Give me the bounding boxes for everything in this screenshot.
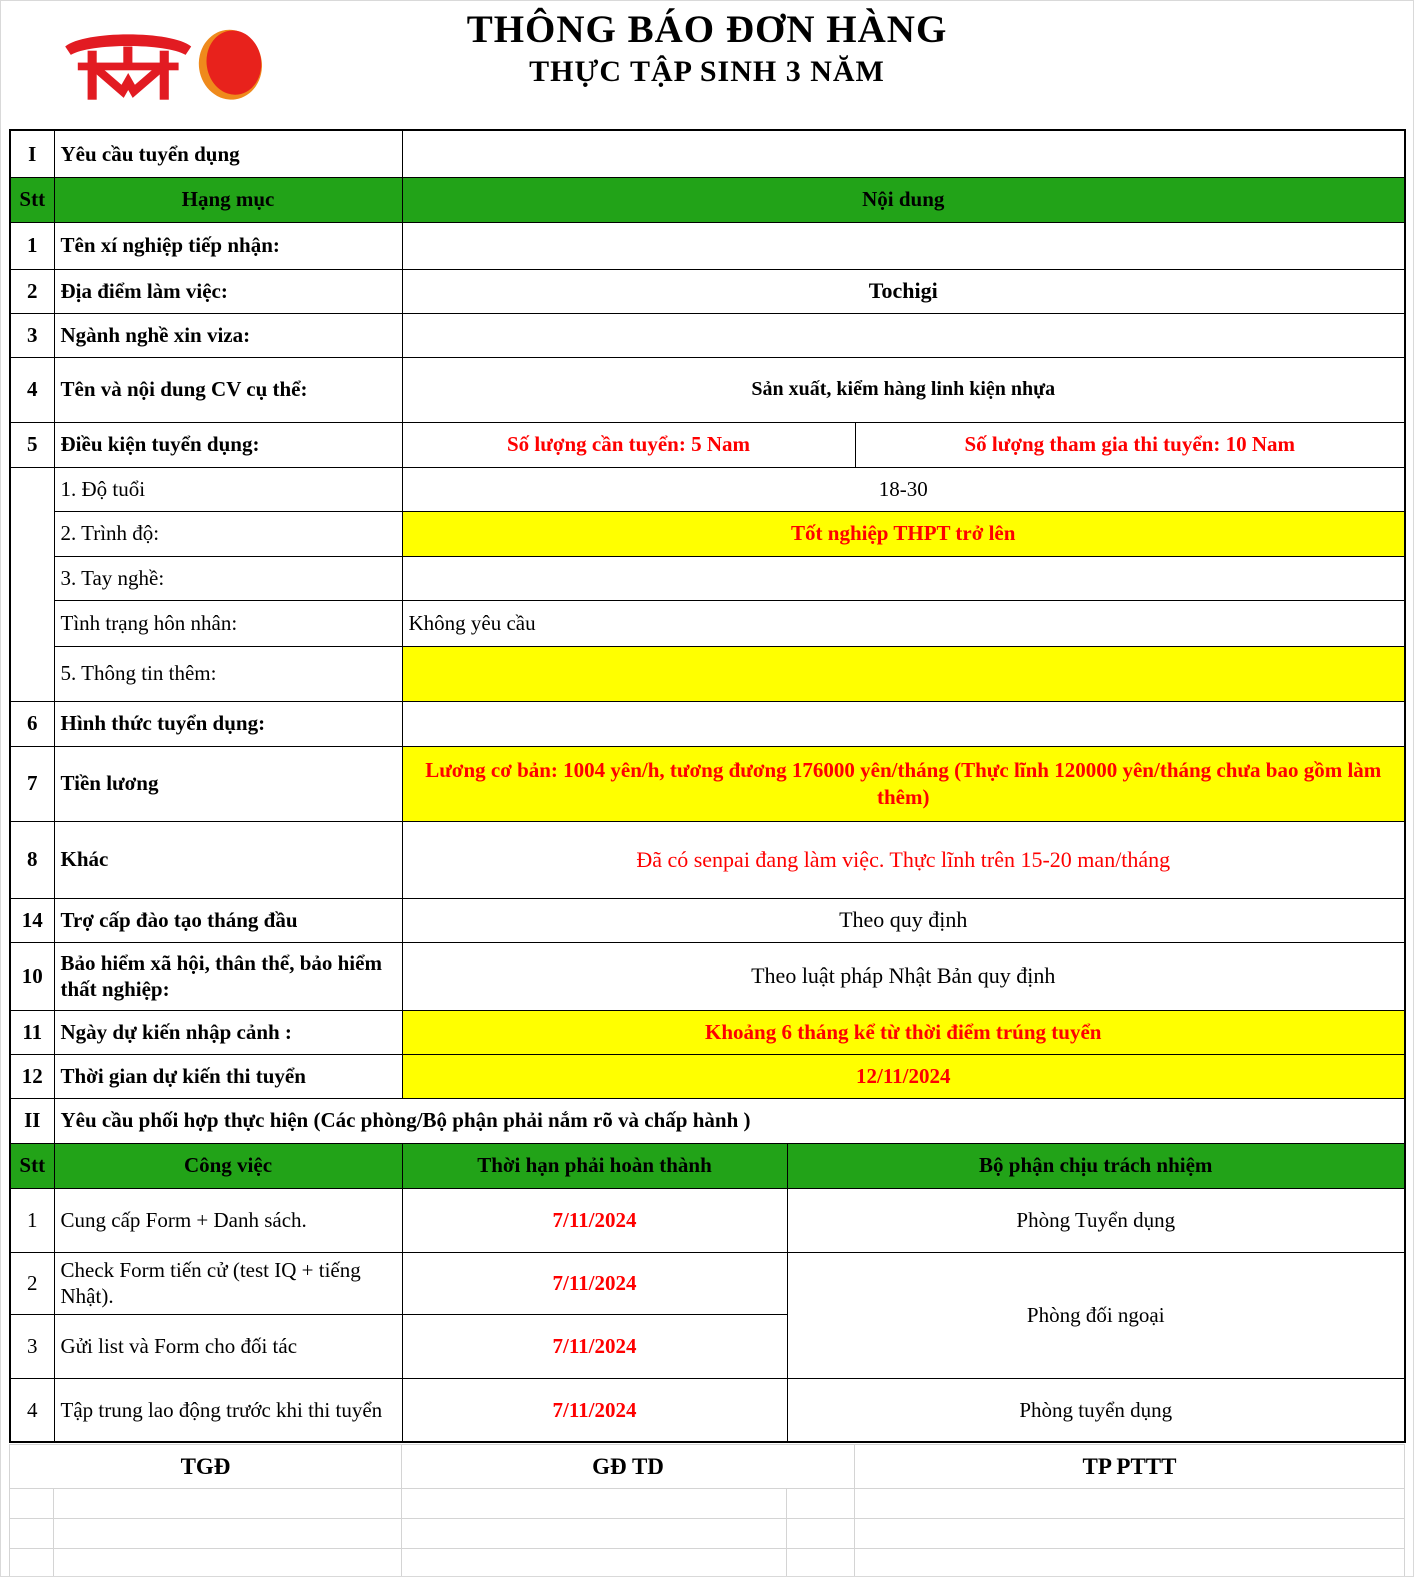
cell-stt: 6 — [10, 701, 54, 746]
table-row — [10, 269, 1405, 313]
col-header-category: Hạng mục — [54, 177, 402, 222]
table-row — [10, 222, 1405, 269]
cell-content: Sản xuất, kiểm hàng linh kiện nhựa — [402, 357, 1405, 422]
cell-task-department: Phòng Tuyển dụng — [787, 1188, 1405, 1252]
cell-content: Tochigi — [402, 269, 1405, 313]
cell-label: Khác — [54, 821, 402, 898]
cell-task-number: 2 — [10, 1252, 54, 1314]
col-header-stt2: Stt — [10, 1143, 54, 1188]
cell-task-deadline: 7/11/2024 — [402, 1378, 787, 1442]
table-row — [10, 646, 1405, 701]
cell-sublabel: 3. Tay nghề: — [54, 556, 402, 600]
cell-stt-merged — [10, 467, 54, 701]
empty-row — [10, 1519, 1405, 1549]
table-row — [10, 422, 1405, 467]
cell-task-label: Check Form tiến cử (test IQ + tiếng Nhật). — [54, 1252, 402, 1314]
cell-stt: 3 — [10, 313, 54, 357]
cell-label: Hình thức tuyển dụng: — [54, 701, 402, 746]
table-row — [10, 467, 1405, 511]
cell-task-number: 3 — [10, 1314, 54, 1378]
cell-content: Theo quy định — [402, 898, 1405, 942]
table-row — [10, 898, 1405, 942]
cell-stt: 12 — [10, 1054, 54, 1098]
order-table — [9, 129, 1406, 1443]
col-header-stt: Stt — [10, 177, 54, 222]
table-row — [10, 1252, 1405, 1314]
cell-section2-index: II — [10, 1098, 54, 1143]
cell-content: Khoảng 6 tháng kể từ thời điểm trúng tuyển — [402, 1010, 1405, 1054]
cell-task-deadline: 7/11/2024 — [402, 1188, 787, 1252]
cell-content: Không yêu cầu — [402, 600, 1405, 646]
col-header-content: Nội dung — [402, 177, 1405, 222]
cell-task-label: Tập trung lao động trước khi thi tuyển — [54, 1378, 402, 1442]
cell-label: Tên và nội dung CV cụ thể: — [54, 357, 402, 422]
document-title: THÔNG BÁO ĐƠN HÀNG — [466, 8, 948, 51]
cell-stt: 5 — [10, 422, 54, 467]
table-row — [10, 1378, 1405, 1442]
cell-content: 18-30 — [402, 467, 1405, 511]
table-row — [10, 511, 1405, 556]
cell-label: Tên xí nghiệp tiếp nhận: — [54, 222, 402, 269]
cell-label: Ngày dự kiến nhập cảnh : — [54, 1010, 402, 1054]
cell-label: Thời gian dự kiến thi tuyển — [54, 1054, 402, 1098]
table-row — [10, 556, 1405, 600]
cell-content: 12/11/2024 — [402, 1054, 1405, 1098]
cell-quantity-needed: Số lượng cần tuyển: 5 Nam — [402, 422, 855, 467]
empty-row — [10, 1549, 1405, 1577]
col-header-task: Công việc — [54, 1143, 402, 1188]
col-header-deadline: Thời hạn phải hoàn thành — [402, 1143, 787, 1188]
signature-grid — [9, 1444, 1405, 1577]
cell-sublabel: Tình trạng hôn nhân: — [54, 600, 402, 646]
document-header — [1, 1, 1413, 129]
title-block — [1, 7, 1413, 89]
cell-task-deadline: 7/11/2024 — [402, 1314, 787, 1378]
cell-content: Theo luật pháp Nhật Bản quy định — [402, 942, 1405, 1010]
cell-task-number: 1 — [10, 1188, 54, 1252]
table-row — [10, 313, 1405, 357]
cell-label: Điều kiện tuyển dụng: — [54, 422, 402, 467]
table-row — [10, 746, 1405, 821]
document-subtitle: THỰC TẬP SINH 3 NĂM — [529, 55, 885, 88]
cell-stt: 7 — [10, 746, 54, 821]
cell-label: Bảo hiểm xã hội, thân thể, bảo hiểm thất nghiệp: — [54, 942, 402, 1010]
cell-quantity-exam: Số lượng tham gia thi tuyển: 10 Nam — [855, 422, 1405, 467]
cell-label: Tiền lương — [54, 746, 402, 821]
signature-tp-pttt: TP PTTT — [855, 1445, 1405, 1489]
cell-content: Đã có senpai đang làm việc. Thực lĩnh trên 15-20 man/tháng — [402, 821, 1405, 898]
cell-content — [402, 701, 1405, 746]
cell-sublabel: 1. Độ tuổi — [54, 467, 402, 511]
cell-section2-title: Yêu cầu phối hợp thực hiện (Các phòng/Bộ phận phải nắm rõ và chấp hành ) — [54, 1098, 1405, 1143]
cell-content — [402, 556, 1405, 600]
table-row — [10, 942, 1405, 1010]
cell-content: Lương cơ bản: 1004 yên/h, tương đương 176000 yên/tháng (Thực lĩnh 120000 yên/tháng chưa bao gồm làm thêm) — [402, 746, 1405, 821]
cell-stt: 2 — [10, 269, 54, 313]
signature-tgd: TGĐ — [10, 1445, 402, 1489]
table-row — [10, 821, 1405, 898]
cell-task-number: 4 — [10, 1378, 54, 1442]
table-row — [10, 1188, 1405, 1252]
table-row — [10, 600, 1405, 646]
cell-section1-blank — [402, 130, 1405, 177]
table-row — [10, 1010, 1405, 1054]
cell-label: Ngành nghề xin viza: — [54, 313, 402, 357]
cell-stt: 11 — [10, 1010, 54, 1054]
cell-stt: 4 — [10, 357, 54, 422]
cell-task-department: Phòng tuyển dụng — [787, 1378, 1405, 1442]
cell-section1-index: I — [10, 130, 54, 177]
cell-stt: 1 — [10, 222, 54, 269]
cell-content — [402, 313, 1405, 357]
cell-stt: 14 — [10, 898, 54, 942]
cell-task-label: Gửi list và Form cho đối tác — [54, 1314, 402, 1378]
cell-sublabel: 2. Trình độ: — [54, 511, 402, 556]
cell-task-label: Cung cấp Form + Danh sách. — [54, 1188, 402, 1252]
cell-stt: 8 — [10, 821, 54, 898]
empty-row — [10, 1489, 1405, 1519]
table-row — [10, 357, 1405, 422]
cell-content: Tốt nghiệp THPT trở lên — [402, 511, 1405, 556]
col-header-department: Bộ phận chịu trách nhiệm — [787, 1143, 1405, 1188]
cell-label: Địa điểm làm việc: — [54, 269, 402, 313]
cell-task-deadline: 7/11/2024 — [402, 1252, 787, 1314]
cell-sublabel: 5. Thông tin thêm: — [54, 646, 402, 701]
cell-task-department: Phòng đối ngoại — [787, 1252, 1405, 1378]
cell-section1-title: Yêu cầu tuyển dụng — [54, 130, 402, 177]
table-row — [10, 1054, 1405, 1098]
cell-stt: 10 — [10, 942, 54, 1010]
table-row — [10, 701, 1405, 746]
cell-label: Trợ cấp đào tạo tháng đầu — [54, 898, 402, 942]
cell-content — [402, 222, 1405, 269]
cell-content — [402, 646, 1405, 701]
signature-gd-td: GĐ TD — [402, 1445, 855, 1489]
